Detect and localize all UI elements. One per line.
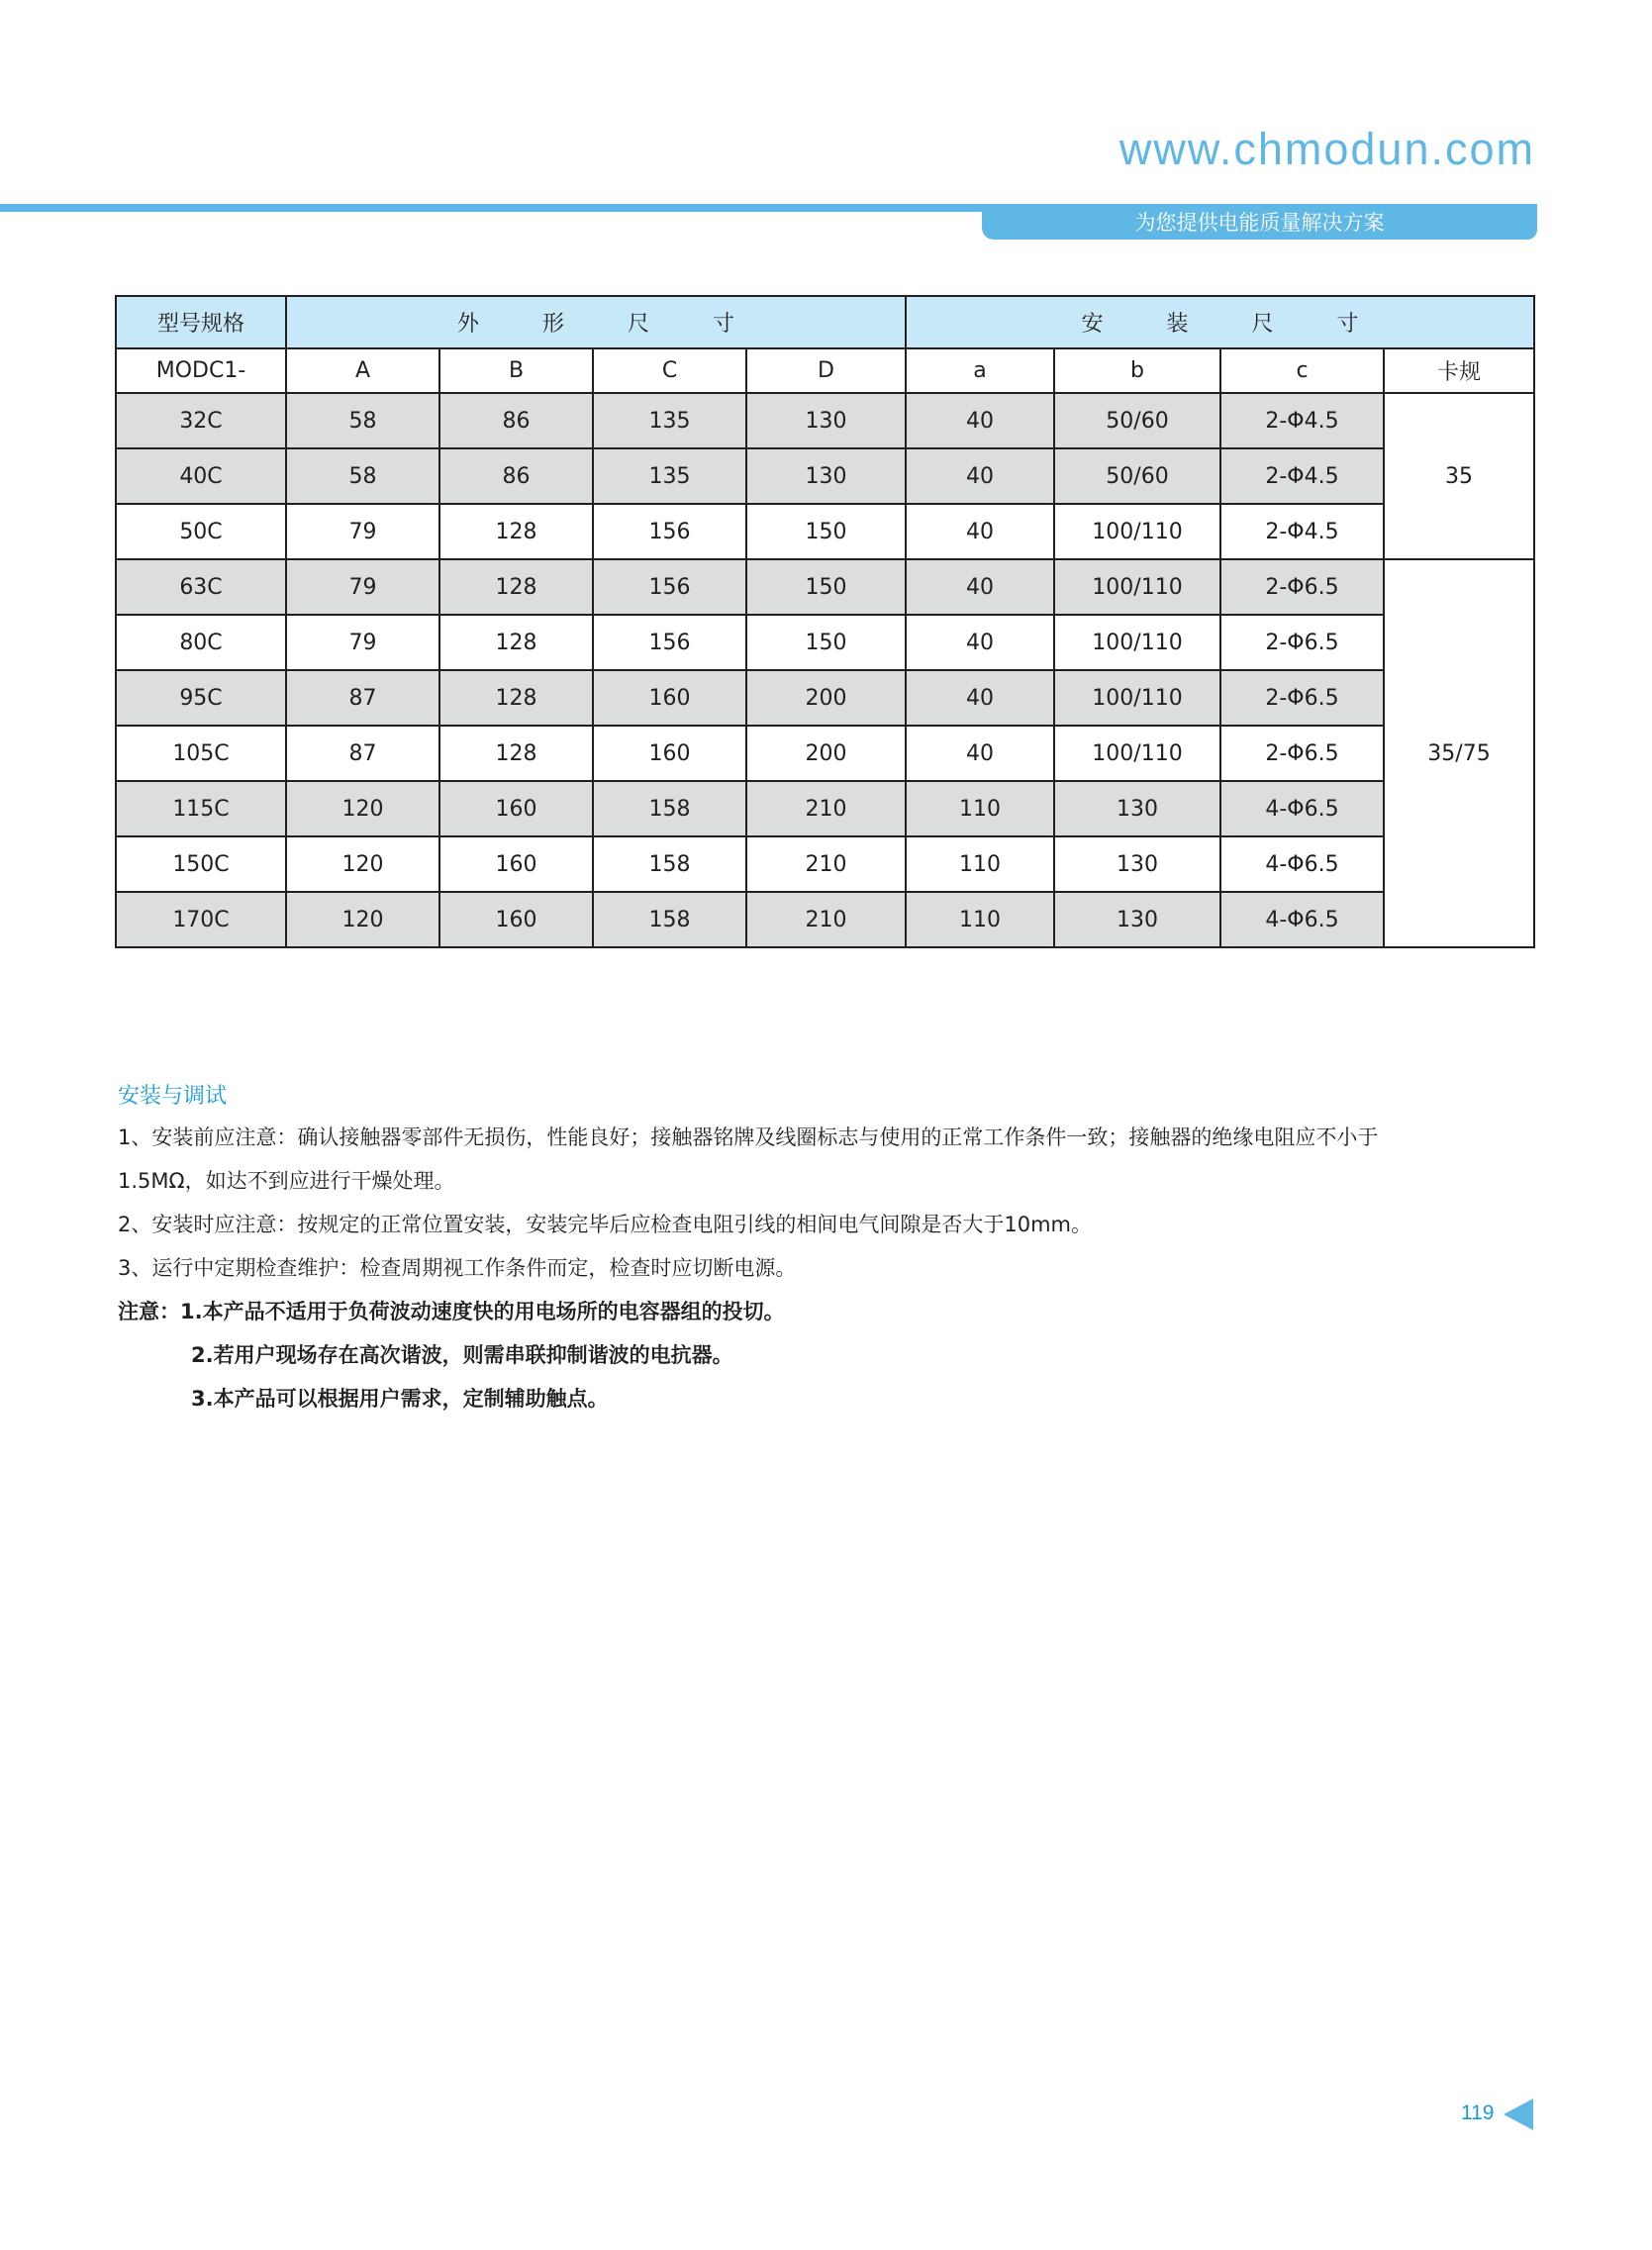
mount-dims-header: 安 装 尺 寸 [906, 296, 1534, 348]
slogan-tab: 为您提供电能质量解决方案 [982, 204, 1537, 240]
table-cell: 158 [593, 892, 746, 947]
table-cell: 40C [116, 448, 286, 504]
table-cell: 135 [593, 448, 746, 504]
table-cell: 115C [116, 781, 286, 836]
table-cell: 86 [439, 448, 593, 504]
table-cell: 210 [746, 836, 906, 892]
table-cell: 135 [593, 393, 746, 448]
note-2: 2.若用户现场存在高次谐波，则需串联抑制谐波的电抗器。 [191, 1343, 733, 1367]
table-row [116, 615, 1534, 670]
table-cell: 2-Φ6.5 [1220, 559, 1384, 615]
table-cell: 4-Φ6.5 [1220, 836, 1384, 892]
table-cell: 130 [1054, 892, 1220, 947]
table-cell: 40 [906, 504, 1054, 559]
table-cell: 79 [286, 559, 439, 615]
page-number: 119 [1461, 2102, 1495, 2124]
table-cell: 50/60 [1054, 448, 1220, 504]
table-row [116, 781, 1534, 836]
table-cell: 4-Φ6.5 [1220, 781, 1384, 836]
table-row [116, 836, 1534, 892]
table-cell: 150 [746, 559, 906, 615]
table-cell: 158 [593, 836, 746, 892]
table-cell: 110 [906, 836, 1054, 892]
table-row [116, 670, 1534, 726]
install-item-3: 3、运行中定期检查维护：检查周期视工作条件而定，检查时应切断电源。 [118, 1256, 797, 1280]
table-cell: 160 [439, 781, 593, 836]
table-cell: 150 [746, 504, 906, 559]
table-cell: 120 [286, 836, 439, 892]
table-cell: 156 [593, 615, 746, 670]
install-section-title: 安装与调试 [118, 1084, 228, 1109]
table-cell: 130 [746, 393, 906, 448]
subheader-cell: b [1054, 348, 1220, 393]
table-cell: 130 [1054, 781, 1220, 836]
table-cell: 170C [116, 892, 286, 947]
table-cell: 40 [906, 559, 1054, 615]
table-subheader-row [116, 348, 1534, 393]
table-cell: 158 [593, 781, 746, 836]
rail-cell-group-2: 35/75 [1384, 559, 1534, 947]
subheader-cell: B [439, 348, 593, 393]
table-cell: 2-Φ6.5 [1220, 615, 1384, 670]
rail-cell-group-1: 35 [1384, 393, 1534, 559]
table-cell: 50/60 [1054, 393, 1220, 448]
table-cell: 4-Φ6.5 [1220, 892, 1384, 947]
table-cell: 160 [593, 670, 746, 726]
table-cell: 79 [286, 615, 439, 670]
table-cell: 86 [439, 393, 593, 448]
table-cell: 2-Φ4.5 [1220, 504, 1384, 559]
table-cell: 2-Φ4.5 [1220, 448, 1384, 504]
site-url[interactable]: www.chmodun.com [1118, 124, 1535, 174]
table-row [116, 504, 1534, 559]
table-cell: 50C [116, 504, 286, 559]
table-cell: 120 [286, 781, 439, 836]
dimension-table [115, 295, 1535, 948]
table-cell: 100/110 [1054, 670, 1220, 726]
table-cell: 63C [116, 559, 286, 615]
subheader-cell: D [746, 348, 906, 393]
table-row [116, 448, 1534, 504]
model-header: 型号规格 [116, 296, 286, 348]
table-cell: 79 [286, 504, 439, 559]
table-cell: 100/110 [1054, 504, 1220, 559]
table-cell: 2-Φ6.5 [1220, 670, 1384, 726]
table-row [116, 726, 1534, 781]
table-cell: 150C [116, 836, 286, 892]
table-cell: 200 [746, 670, 906, 726]
subheader-cell: MODC1- [116, 348, 286, 393]
table-cell: 2-Φ6.5 [1220, 726, 1384, 781]
table-cell: 40 [906, 726, 1054, 781]
note-3: 3.本产品可以根据用户需求，定制辅助触点。 [191, 1387, 609, 1411]
table-cell: 100/110 [1054, 559, 1220, 615]
subheader-cell: a [906, 348, 1054, 393]
install-item-1: 1、安装前应注意：确认接触器零部件无损伤，性能良好；接触器铭牌及线圈标志与使用的正常工作条件一致；接触器的绝缘电阻应不小于 [118, 1125, 1379, 1149]
subheader-cell: 卡规 [1384, 348, 1534, 393]
table-cell: 87 [286, 726, 439, 781]
table-cell: 58 [286, 448, 439, 504]
table-cell: 40 [906, 448, 1054, 504]
table-cell: 100/110 [1054, 615, 1220, 670]
table-cell: 128 [439, 504, 593, 559]
table-cell: 32C [116, 393, 286, 448]
table-cell: 128 [439, 726, 593, 781]
table-cell: 87 [286, 670, 439, 726]
table-cell: 128 [439, 615, 593, 670]
table-cell: 200 [746, 726, 906, 781]
table-cell: 160 [439, 892, 593, 947]
install-item-1-continued: 1.5MΩ，如达不到应进行干燥处理。 [118, 1169, 455, 1193]
table-cell: 40 [906, 393, 1054, 448]
table-cell: 40 [906, 615, 1054, 670]
table-cell: 95C [116, 670, 286, 726]
note-1: 注意：1.本产品不适用于负荷波动速度快的用电场所的电容器组的投切。 [118, 1300, 785, 1323]
table-cell: 160 [593, 726, 746, 781]
table-cell: 2-Φ4.5 [1220, 393, 1384, 448]
outer-dims-header: 外 形 尺 寸 [286, 296, 906, 348]
table-cell: 156 [593, 559, 746, 615]
subheader-cell: C [593, 348, 746, 393]
table-cell: 120 [286, 892, 439, 947]
table-cell: 150 [746, 615, 906, 670]
table-cell: 40 [906, 670, 1054, 726]
table-cell: 110 [906, 892, 1054, 947]
subheader-cell: A [286, 348, 439, 393]
table-cell: 160 [439, 836, 593, 892]
table-cell: 130 [1054, 836, 1220, 892]
table-cell: 210 [746, 781, 906, 836]
subheader-cell: c [1220, 348, 1384, 393]
table-cell: 130 [746, 448, 906, 504]
table-cell: 80C [116, 615, 286, 670]
table-cell: 110 [906, 781, 1054, 836]
table-row [116, 393, 1534, 448]
table-cell: 105C [116, 726, 286, 781]
table-header-row [116, 296, 1534, 348]
table-cell: 128 [439, 670, 593, 726]
table-cell: 128 [439, 559, 593, 615]
table-cell: 156 [593, 504, 746, 559]
install-item-2: 2、安装时应注意：按规定的正常位置安装，安装完毕后应检查电阻引线的相间电气间隙是否大于10mm。 [118, 1213, 1092, 1236]
table-row [116, 559, 1534, 615]
table-cell: 58 [286, 393, 439, 448]
table-row [116, 892, 1534, 947]
page-arrow-icon [1504, 2099, 1533, 2130]
table-cell: 210 [746, 892, 906, 947]
table-cell: 100/110 [1054, 726, 1220, 781]
